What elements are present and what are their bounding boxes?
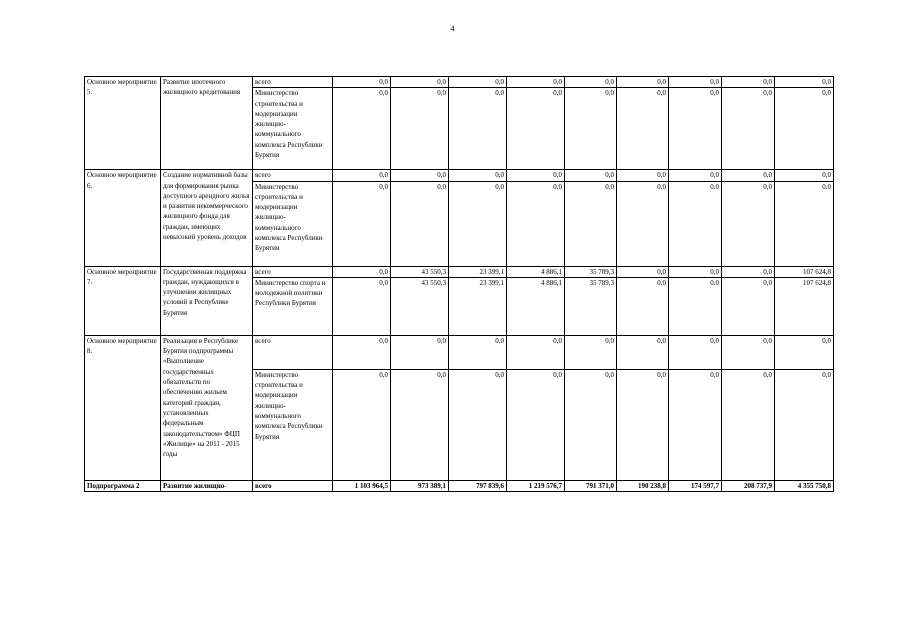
amount-cell: 0,0 <box>565 170 617 181</box>
amount-cell: 0,0 <box>775 181 834 266</box>
subprogram-total-row <box>85 480 834 491</box>
amount-cell: 0,0 <box>391 77 449 88</box>
total-amount-cell: 190 238,8 <box>617 480 669 491</box>
activity-name-cell: Государственная поддержка граждан, нуждающихся в улучшении жилищных условий в Республике Бурятия <box>161 266 253 335</box>
amount-cell: 0,0 <box>617 77 669 88</box>
amount-cell: 0,0 <box>333 181 391 266</box>
amount-cell: 0,0 <box>722 266 775 277</box>
table-row <box>85 335 834 369</box>
total-name-cell: Развитие жилищно- <box>161 480 253 491</box>
total-amount-cell: 973 389,1 <box>391 480 449 491</box>
amount-cell: 0,0 <box>669 88 722 170</box>
amount-cell: 35 789,3 <box>565 277 617 335</box>
amount-cell: 107 624,8 <box>775 266 834 277</box>
amount-cell: 0,0 <box>722 335 775 369</box>
amount-cell: 23 399,1 <box>449 277 507 335</box>
amount-cell: 0,0 <box>449 369 507 480</box>
funding-source-cell: Министерство строительства и модернизации жилищно-коммунального комплекса Республики Бурятия <box>253 181 333 266</box>
amount-cell: 0,0 <box>617 88 669 170</box>
amount-cell: 0,0 <box>565 88 617 170</box>
amount-cell: 107 624,8 <box>775 277 834 335</box>
amount-cell: 0,0 <box>669 77 722 88</box>
amount-cell: 0,0 <box>617 369 669 480</box>
amount-cell: 0,0 <box>449 77 507 88</box>
amount-cell: 0,0 <box>775 77 834 88</box>
amount-cell: 0,0 <box>669 266 722 277</box>
total-source-cell: всего <box>253 480 333 491</box>
amount-cell: 0,0 <box>333 277 391 335</box>
amount-cell: 0,0 <box>391 170 449 181</box>
amount-cell: 0,0 <box>507 369 565 480</box>
amount-cell: 4 886,1 <box>507 277 565 335</box>
amount-cell: 0,0 <box>617 335 669 369</box>
amount-cell: 0,0 <box>507 77 565 88</box>
amount-cell: 0,0 <box>617 170 669 181</box>
funding-source-cell: Министерство строительства и модернизации жилищно-коммунального комплекса Республики Бурятия <box>253 369 333 480</box>
amount-cell: 0,0 <box>565 335 617 369</box>
amount-cell: 0,0 <box>333 335 391 369</box>
total-amount-cell: 797 839,6 <box>449 480 507 491</box>
amount-cell: 0,0 <box>617 181 669 266</box>
amount-cell: 0,0 <box>722 170 775 181</box>
amount-cell: 0,0 <box>565 369 617 480</box>
amount-cell: 23 399,1 <box>449 266 507 277</box>
total-stage-cell: Подпрограмма 2 <box>85 480 161 491</box>
total-amount-cell: 174 597,7 <box>669 480 722 491</box>
amount-cell: 0,0 <box>333 266 391 277</box>
amount-cell: 0,0 <box>565 77 617 88</box>
page-number: 4 <box>450 24 455 33</box>
amount-cell: 0,0 <box>565 181 617 266</box>
activity-name-cell: Реализация в Республике Бурятия подпрограммы «Выполнение государственных обязательств по обеспечению жильем категорий граждан, установленных федеральным законодательством» ФЦП «Жилище» на 2011 - 2015 годы <box>161 335 253 480</box>
amount-cell: 0,0 <box>391 335 449 369</box>
amount-cell: 0,0 <box>507 170 565 181</box>
amount-cell: 0,0 <box>333 369 391 480</box>
amount-cell: 0,0 <box>391 369 449 480</box>
amount-cell: 0,0 <box>449 335 507 369</box>
amount-cell: 4 886,1 <box>507 266 565 277</box>
amount-cell: 0,0 <box>333 170 391 181</box>
activity-name-cell: Создание нормативной базы для формирования рынка доступного арендного жилья и развития некоммерческого жилищного фонда для граждан, имеющих невысокий уровень доходов <box>161 170 253 266</box>
funding-source-cell: всего <box>253 266 333 277</box>
amount-cell: 0,0 <box>669 369 722 480</box>
amount-cell: 0,0 <box>333 77 391 88</box>
amount-cell: 0,0 <box>449 88 507 170</box>
funding-source-cell: Министерство спорта и молодежной политики Республики Бурятия <box>253 277 333 335</box>
amount-cell: 0,0 <box>669 335 722 369</box>
amount-cell: 0,0 <box>775 88 834 170</box>
amount-cell: 0,0 <box>507 335 565 369</box>
stage-cell: Основное мероприятие 7. <box>85 266 161 335</box>
amount-cell: 0,0 <box>722 77 775 88</box>
total-amount-cell: 1 103 964,5 <box>333 480 391 491</box>
amount-cell: 0,0 <box>722 88 775 170</box>
amount-cell: 0,0 <box>669 170 722 181</box>
amount-cell: 0,0 <box>775 170 834 181</box>
funding-source-cell: Министерство строительства и модернизации жилищно-коммунального комплекса Республики Бурятия <box>253 88 333 170</box>
amount-cell: 0,0 <box>722 181 775 266</box>
amount-cell: 0,0 <box>617 266 669 277</box>
stage-cell: Основное мероприятие 8. <box>85 335 161 480</box>
amount-cell: 0,0 <box>449 170 507 181</box>
total-amount-cell: 1 219 576,7 <box>507 480 565 491</box>
amount-cell: 0,0 <box>722 369 775 480</box>
stage-cell: Основное мероприятие 6. <box>85 170 161 266</box>
activity-name-cell: Развитие ипотечного жилищного кредитования <box>161 77 253 170</box>
amount-cell: 0,0 <box>669 181 722 266</box>
amount-cell: 0,0 <box>333 88 391 170</box>
amount-cell: 0,0 <box>722 277 775 335</box>
table-row <box>85 170 834 181</box>
amount-cell: 43 550,3 <box>391 266 449 277</box>
amount-cell: 0,0 <box>775 369 834 480</box>
funding-source-cell: всего <box>253 170 333 181</box>
amount-cell: 43 550,3 <box>391 277 449 335</box>
amount-cell: 0,0 <box>391 181 449 266</box>
amount-cell: 0,0 <box>669 277 722 335</box>
amount-cell: 35 789,3 <box>565 266 617 277</box>
budget-table <box>84 76 834 492</box>
funding-source-cell: всего <box>253 335 333 369</box>
total-amount-cell: 791 371,0 <box>565 480 617 491</box>
amount-cell: 0,0 <box>507 181 565 266</box>
funding-source-cell: всего <box>253 77 333 88</box>
total-amount-cell: 208 737,9 <box>722 480 775 491</box>
table-row <box>85 77 834 88</box>
amount-cell: 0,0 <box>391 88 449 170</box>
amount-cell: 0,0 <box>507 88 565 170</box>
amount-cell: 0,0 <box>449 181 507 266</box>
amount-cell: 0,0 <box>617 277 669 335</box>
amount-cell: 0,0 <box>775 335 834 369</box>
total-amount-cell: 4 355 750,8 <box>775 480 834 491</box>
table-row <box>85 266 834 277</box>
stage-cell: Основное мероприятие 5. <box>85 77 161 170</box>
